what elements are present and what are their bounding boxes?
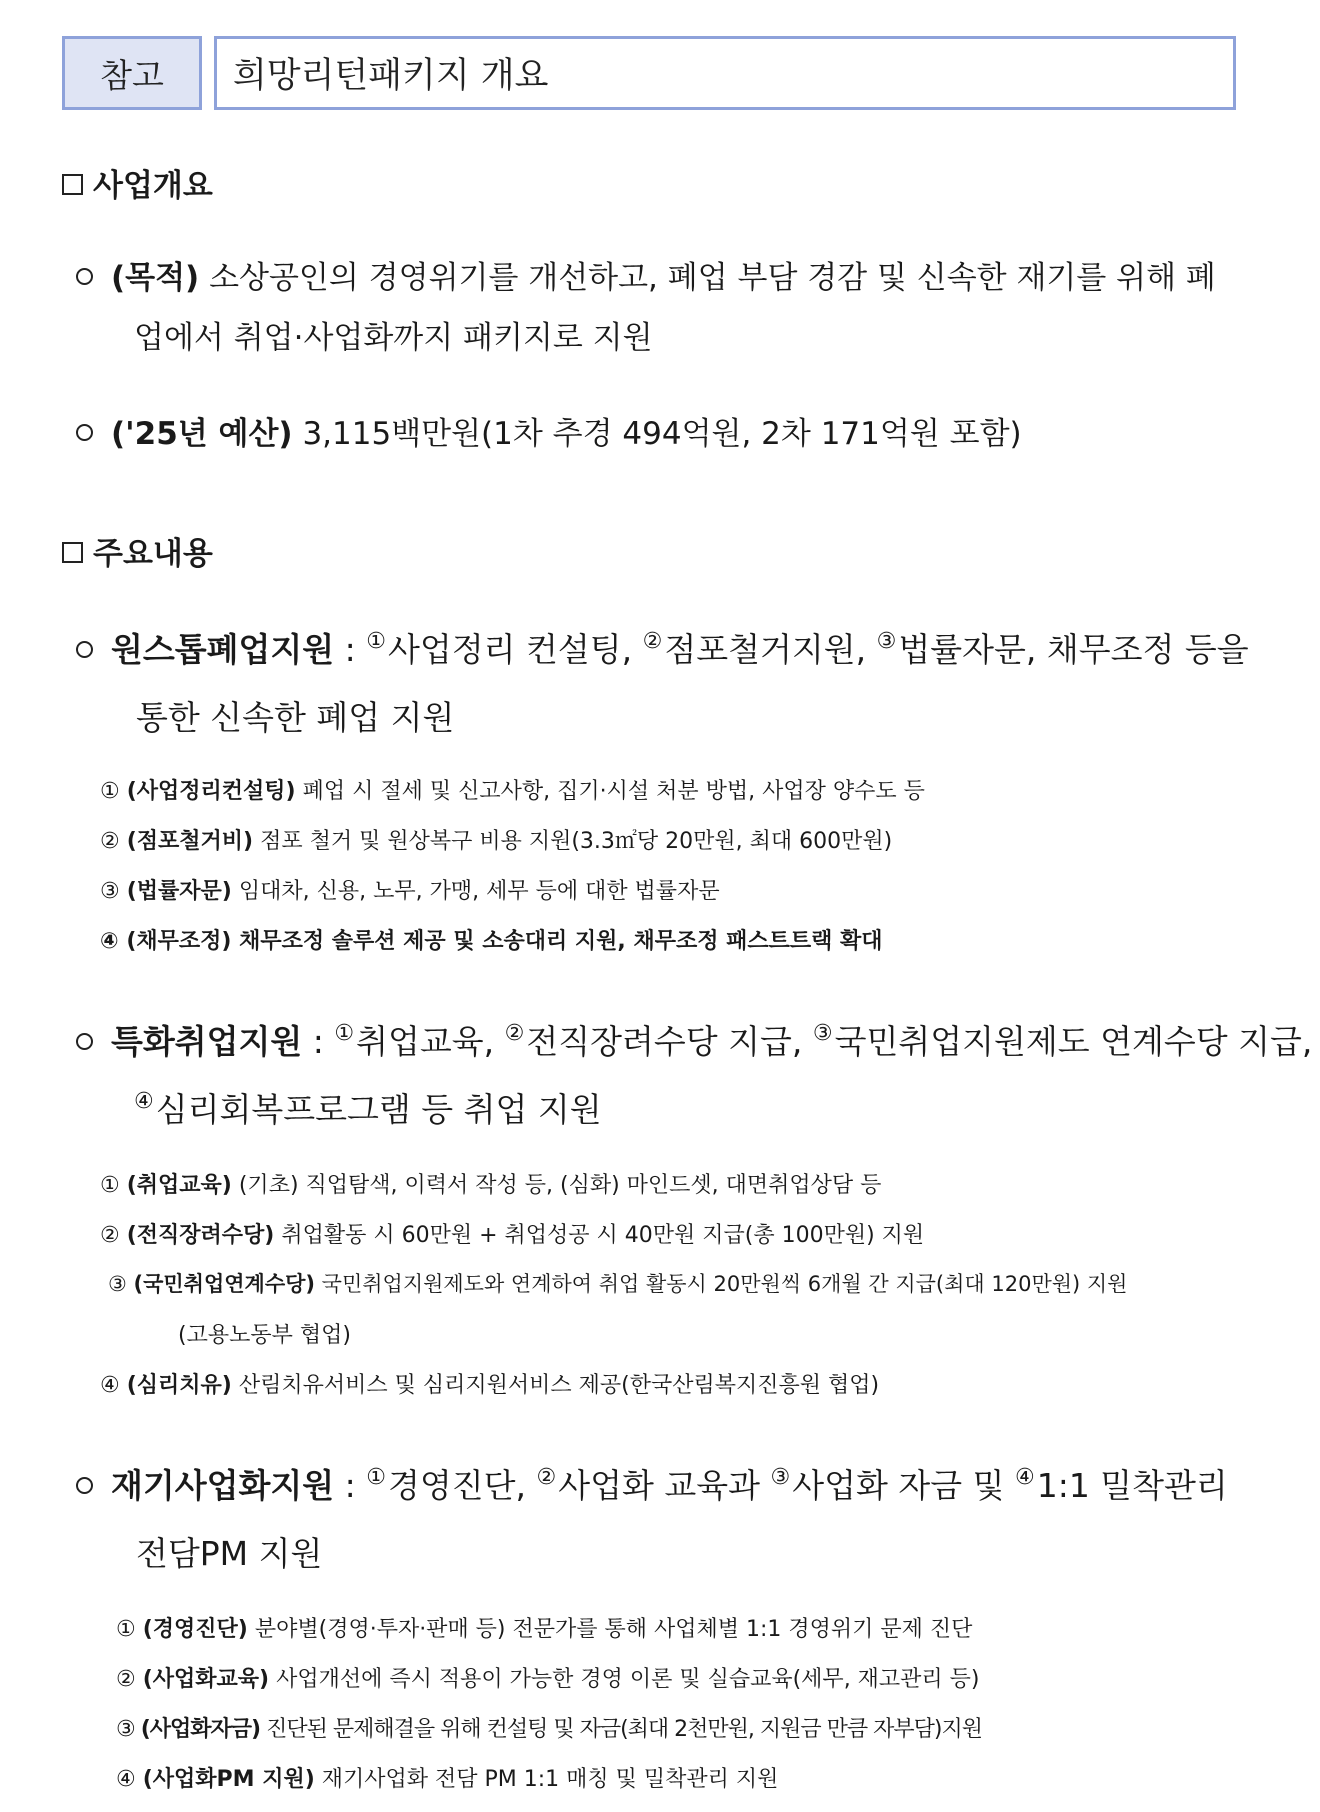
restart-detail-2	[116, 1662, 980, 1693]
detail-label: (점포철거비)	[126, 829, 254, 854]
detail-label: (심리치유)	[126, 1373, 232, 1398]
restart-mark-3: ③	[770, 1465, 791, 1490]
restart-support-line-2: 전담PM 지원	[136, 1534, 323, 1573]
closure-title: 원스톱폐업지원	[111, 630, 335, 669]
closure-item-3: 법률자문, 채무조정 등을	[898, 630, 1249, 669]
square-bullet-icon	[62, 542, 83, 563]
page-title	[214, 36, 1236, 110]
closure-support-line	[76, 624, 1249, 671]
employment-support-line	[76, 1016, 1312, 1063]
detail-number: ③	[100, 879, 120, 904]
employment-item-1: 취업교육,	[356, 1022, 505, 1061]
purpose-label: (목적)	[111, 260, 200, 296]
detail-label: (법률자문)	[126, 879, 232, 904]
employment-mark-2: ②	[504, 1021, 525, 1046]
section-heading-main	[62, 528, 213, 573]
employment-separator: :	[302, 1022, 335, 1061]
reference-tag	[62, 36, 202, 110]
restart-mark-1: ①	[366, 1465, 386, 1490]
detail-label: (사업화PM 지원)	[142, 1767, 315, 1792]
closure-item-2: 점포철거지원,	[664, 630, 877, 669]
detail-number: ④	[116, 1767, 136, 1792]
closure-support-line-2: 통한 신속한 폐업 지원	[136, 698, 455, 737]
purpose-line	[76, 252, 1216, 297]
restart-separator: :	[334, 1466, 367, 1505]
restart-detail-3	[116, 1712, 982, 1743]
restart-item-3: 사업화 자금 및	[792, 1466, 1015, 1505]
employment-detail-3-cont: (고용노동부 협업)	[178, 1323, 351, 1348]
employment-item-2: 전직장려수당 지급,	[526, 1022, 813, 1061]
employment-title: 특화취업지원	[111, 1022, 303, 1061]
detail-number: ①	[100, 1173, 120, 1198]
employment-detail-4	[100, 1368, 879, 1399]
detail-number: ②	[100, 829, 120, 854]
restart-detail-4	[116, 1762, 778, 1793]
employment-mark-4: ④	[134, 1089, 154, 1114]
employment-item-4: 심리회복프로그램 등 취업 지원	[155, 1090, 602, 1129]
purpose-text-1: 소상공인의 경영위기를 개선하고, 폐업 부담 경감 및 신속한 재기를 위해 폐	[199, 260, 1216, 296]
restart-title: 재기사업화지원	[111, 1466, 335, 1505]
closure-item-1: 사업정리 컨설팅,	[388, 630, 643, 669]
detail-text: 국민취업지원제도와 연계하여 취업 활동시 20만원씩 6개월 간 지급(최대 120만원) 지원	[315, 1272, 1128, 1296]
closure-detail-1	[100, 774, 925, 805]
closure-mark-3: ③	[876, 629, 897, 654]
restart-item-2: 사업화 교육과	[558, 1466, 771, 1505]
employment-support-line-2	[134, 1084, 602, 1131]
closure-separator: :	[334, 630, 367, 669]
detail-number: ①	[116, 1617, 136, 1642]
employment-mark-1: ①	[334, 1021, 355, 1046]
detail-number: ④	[100, 929, 119, 954]
closure-detail-3	[100, 874, 720, 905]
detail-number: ②	[100, 1223, 120, 1248]
detail-label: (취업교육)	[126, 1173, 232, 1198]
restart-mark-4: ④	[1014, 1465, 1035, 1490]
detail-text: 산림치유서비스 및 심리지원서비스 제공(한국산림복지진흥원 협업)	[231, 1373, 880, 1398]
detail-text: 진단된 문제해결을 위해 컨설팅 및 자금(최대 2천만원, 지원금 만큼 자부담)지원	[260, 1717, 983, 1742]
detail-number: ④	[100, 1373, 120, 1398]
detail-label: (경영진단)	[142, 1617, 248, 1642]
circle-bullet-icon	[76, 641, 93, 658]
detail-text: 분야별(경영·투자·판매 등) 전문가를 통해 사업체별 1:1 경영위기 문제 진단	[247, 1617, 973, 1642]
page-title-text: 희망리턴패키지 개요	[233, 56, 549, 96]
employment-detail-3	[108, 1268, 1127, 1298]
detail-text: 폐업 시 절세 및 신고사항, 집기·시설 처분 방법, 사업장 양수도 등	[295, 779, 925, 804]
restart-item-1: 경영진단,	[388, 1466, 537, 1505]
detail-number: ①	[100, 779, 120, 804]
detail-text: 점포 철거 및 원상복구 비용 지원(3.3㎡당 20만원, 최대 600만원)	[253, 829, 893, 854]
detail-text: 사업개선에 즉시 적용이 가능한 경영 이론 및 실습교육(세무, 재고관리 등)	[269, 1667, 980, 1692]
circle-bullet-icon	[76, 1033, 93, 1050]
closure-detail-2	[100, 824, 892, 855]
detail-label: (국민취업연계수당)	[133, 1272, 315, 1296]
restart-detail-1	[116, 1612, 972, 1643]
restart-mark-2: ②	[536, 1465, 557, 1490]
circle-bullet-icon	[76, 1477, 93, 1494]
detail-number: ③	[108, 1272, 127, 1296]
closure-mark-2: ②	[642, 629, 663, 654]
detail-label: (전직장려수당)	[126, 1223, 275, 1248]
restart-support-line	[76, 1460, 1228, 1507]
employment-detail-1	[100, 1168, 881, 1199]
reference-tag-label: 참고	[100, 55, 164, 95]
closure-mark-1: ①	[366, 629, 386, 654]
employment-mark-3: ③	[812, 1021, 833, 1046]
budget-label: ('25년 예산)	[111, 416, 293, 452]
closure-detail-4	[100, 924, 883, 955]
detail-text: 재기사업화 전담 PM 1:1 매칭 및 밀착관리 지원	[314, 1767, 779, 1792]
detail-text: 취업활동 시 60만원 + 취업성공 시 40만원 지급(총 100만원) 지원	[274, 1223, 925, 1248]
detail-number: ③	[116, 1717, 135, 1742]
detail-text: 임대차, 신용, 노무, 가맹, 세무 등에 대한 법률자문	[231, 879, 720, 904]
employment-detail-2	[100, 1218, 924, 1249]
restart-item-4: 1:1 밀착관리	[1036, 1466, 1228, 1505]
budget-line	[76, 408, 1022, 453]
detail-number: ②	[116, 1667, 136, 1692]
circle-bullet-icon	[76, 268, 93, 285]
section-heading-overview	[62, 160, 213, 205]
circle-bullet-icon	[76, 424, 93, 441]
detail-text: 채무조정 솔루션 제공 및 소송대리 지원, 채무조정 패스트트랙 확대	[231, 929, 883, 954]
detail-label: (사업화자금)	[140, 1717, 261, 1742]
detail-label: (사업정리컨설팅)	[126, 779, 296, 804]
detail-label: (사업화교육)	[142, 1667, 270, 1692]
section-heading-main-text: 주요내용	[93, 536, 213, 572]
detail-label: (채무조정)	[126, 929, 232, 954]
detail-text: (기초) 직업탐색, 이력서 작성 등, (심화) 마인드셋, 대면취업상담 등	[231, 1173, 882, 1198]
section-heading-overview-text: 사업개요	[93, 168, 213, 204]
employment-item-3: 국민취업지원제도 연계수당 지급,	[834, 1022, 1313, 1061]
purpose-line-2: 업에서 취업·사업화까지 패키지로 지원	[134, 320, 653, 356]
budget-text: 3,115백만원(1차 추경 494억원, 2차 171억원 포함)	[292, 416, 1022, 452]
square-bullet-icon	[62, 174, 83, 195]
